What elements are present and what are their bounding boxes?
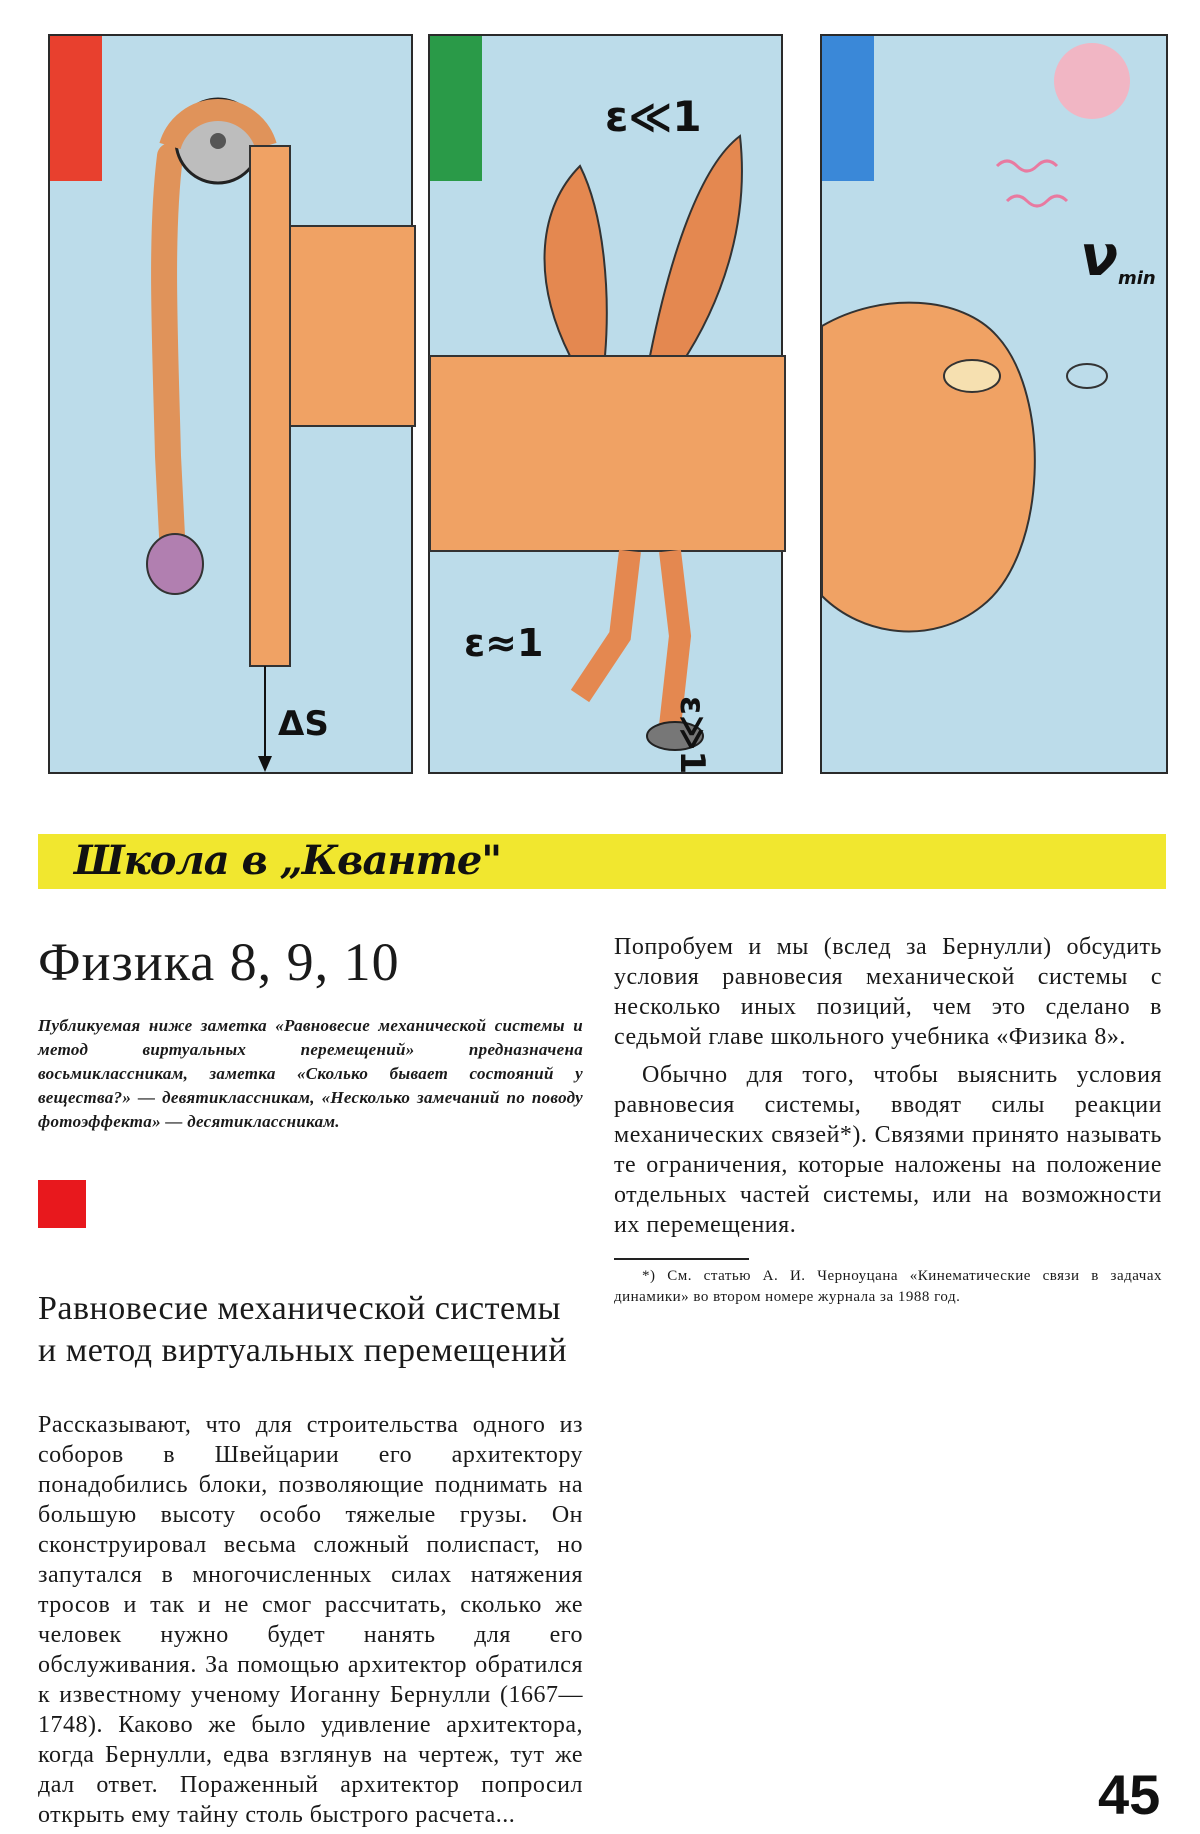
paragraph-2: Попробуем и мы (вслед за Бернулли) обсудить условия равновесия механической системы с несколько иных позиций, чем это сделано в седьмой главе школьного учебника «Физика 8». xyxy=(614,934,1162,1050)
epsilon-much-greater-label: ε≫1 xyxy=(672,696,712,775)
intro-note: Публикуемая ниже заметка «Равновесие механической системы и метод виртуальных перемещений» предназначена восьмиклассникам, заметка «Сколько бывает состояний у вещества?» — девятиклассникам, «Несколько замечаний по поводу фотоэффекта» — десятиклассникам. xyxy=(38,1016,583,1131)
cat-pulley-drawing xyxy=(50,36,415,776)
page-number: 45 xyxy=(1098,1763,1161,1826)
nu-label: ν xyxy=(1080,224,1119,289)
cat-wings-drawing xyxy=(430,36,785,776)
footnote-divider xyxy=(614,1258,749,1260)
nu-min-subscript: min xyxy=(1118,268,1156,289)
epsilon-approx-label: ε≈1 xyxy=(464,621,544,665)
section-banner xyxy=(38,834,1166,889)
illustration-panel-1 xyxy=(48,34,413,774)
footnote: *) См. статью А. И. Черноуцана «Кинематические связи в задачах динамики» во втором номере журнала за 1988 год. xyxy=(614,1268,1162,1305)
delta-s-label: ΔS xyxy=(278,704,329,744)
epsilon-much-less-label: ε≪1 xyxy=(605,92,702,141)
paragraph-1: Рассказывают, что для строительства одного из соборов в Швейцарии его архитектору понадобились блоки, позволяющие поднимать на большую высоту особо тяжелые грузы. Он сконструировал весьма сложный полиспаст, но запутался в многочисленных силах натяжения тросов и так и не смог рассчитать, сколько же человек нужно будет нанять для его обслуживания. За помощью архитектор обратился к известному ученому Иоганну Бернулли (1667—1748). Каково же было удивление архитектора, когда Бернулли, едва взглянув на чертеж, тут же дал ответ. Пораженный архитектор попросил открыть ему тайну столь быстрого расчета... xyxy=(38,1412,583,1828)
paragraph-3: Обычно для того, чтобы выяснить условия равновесия системы, вводят силы реакции механических связей*). Связями принято называть те ограничения, которые наложены на положение отдельных частей системы, или на возможности их перемещения. xyxy=(614,1062,1162,1238)
illustration-panel-2 xyxy=(428,34,783,774)
red-marker xyxy=(38,1180,86,1228)
illustration-panel-3 xyxy=(820,34,1168,774)
banner-title: Школа в „Кванте" xyxy=(74,837,502,884)
right-column xyxy=(614,932,1162,1308)
cat-head-sun-drawing xyxy=(822,36,1170,776)
left-column xyxy=(38,932,583,1828)
main-title: Физика 8, 9, 10 xyxy=(38,932,400,992)
section-title: Равновесие механической системы и метод виртуальных перемещений xyxy=(38,1290,568,1369)
